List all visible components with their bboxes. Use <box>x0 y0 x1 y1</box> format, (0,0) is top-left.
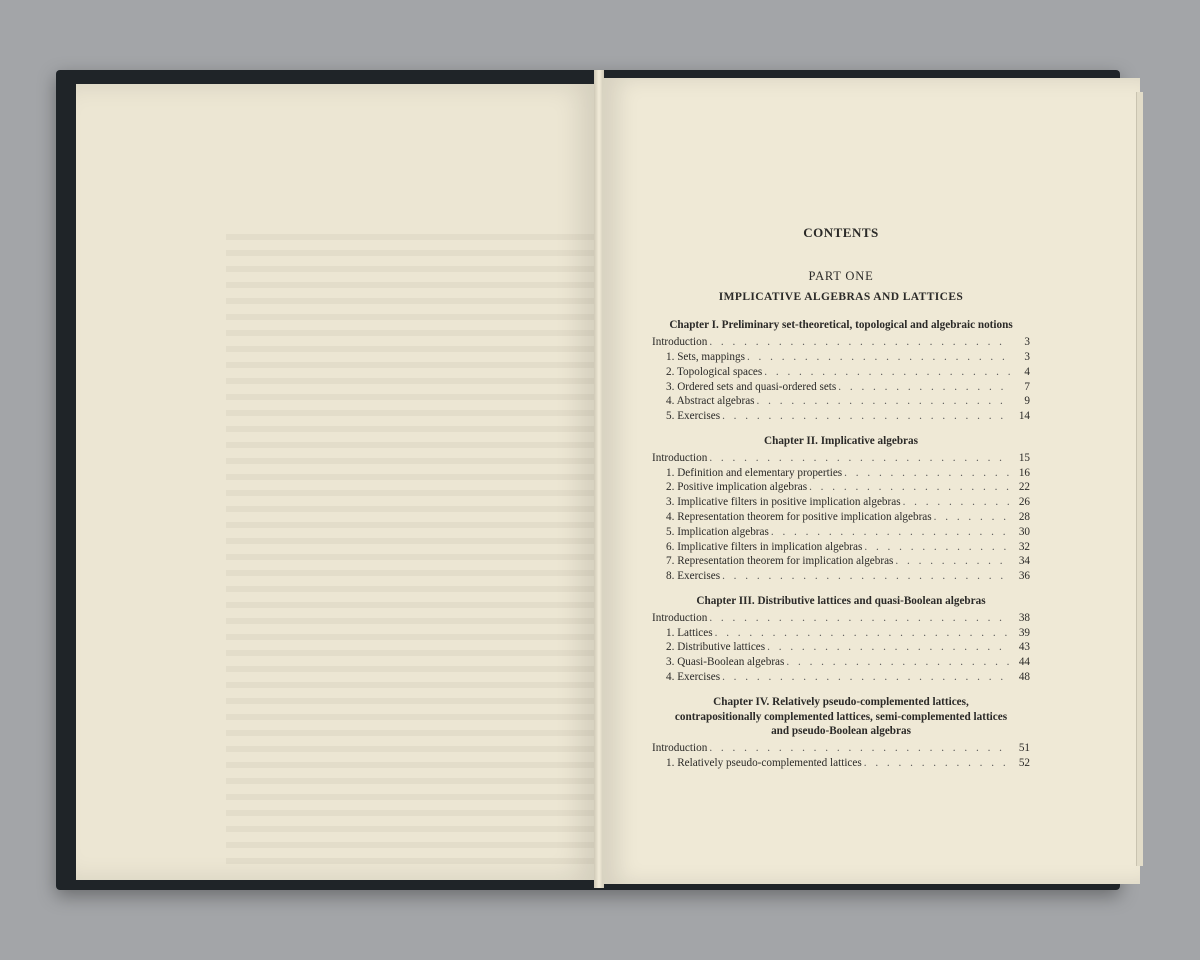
toc-entry-label: Introduction <box>652 611 708 624</box>
toc-entry-page: 9 <box>1024 395 1030 408</box>
part-title: IMPLICATIVE ALGEBRAS AND LATTICES <box>718 290 964 303</box>
toc-entry-label: 3. Ordered sets and quasi-ordered sets <box>666 380 837 393</box>
chapter-title-line: Chapter III. Distributive lattices and quasi-Boolean algebras <box>696 594 986 607</box>
toc-entry <box>652 409 1030 424</box>
toc-entry-label: 1. Lattices <box>666 626 713 639</box>
chapter-title <box>652 695 1030 739</box>
toc-entry-page: 32 <box>1018 540 1030 553</box>
chapter-title-line: and pseudo-Boolean algebras <box>771 725 911 738</box>
toc-entry <box>652 350 1030 365</box>
chapter-list <box>652 318 1030 770</box>
dot-leader <box>807 480 1010 495</box>
toc-entry-page: 3 <box>1024 336 1030 349</box>
chapter-title <box>652 318 1030 333</box>
toc-entry <box>652 495 1030 510</box>
toc-entry-label: 4. Exercises <box>666 670 721 683</box>
dot-leader <box>932 510 1010 525</box>
toc-entry-page: 14 <box>1018 410 1030 423</box>
toc-entry-page: 52 <box>1018 756 1030 769</box>
toc-entry <box>652 554 1030 569</box>
toc-entry <box>652 569 1030 584</box>
toc-entry-page: 43 <box>1018 641 1030 654</box>
dot-leader <box>836 380 1010 395</box>
toc-entry-label: 3. Implicative filters in positive implication algebras <box>666 496 901 509</box>
toc-entry <box>652 365 1030 380</box>
dot-leader <box>901 495 1010 510</box>
dot-leader <box>765 640 1010 655</box>
dot-leader <box>720 569 1010 584</box>
toc-entry-label: Introduction <box>652 336 708 349</box>
toc-entry <box>652 335 1030 350</box>
toc-entry-label: 7. Representation theorem for implication algebras <box>666 555 894 568</box>
toc-entry-page: 34 <box>1018 555 1030 568</box>
toc-entry <box>652 480 1030 495</box>
toc-entry-label: 1. Relatively pseudo-complemented lattices <box>666 756 862 769</box>
toc-entry-page: 3 <box>1024 350 1030 363</box>
chapter-block <box>652 434 1030 584</box>
toc-entry <box>652 451 1030 466</box>
contents-title: CONTENTS <box>803 225 879 240</box>
chapter-title-line: Chapter I. Preliminary set-theoretical, topological and algebraic notions <box>669 319 1013 332</box>
toc-entry-page: 30 <box>1018 525 1030 538</box>
dot-leader <box>720 409 1010 424</box>
toc-entry-page: 38 <box>1018 611 1030 624</box>
toc-entry-page: 22 <box>1018 481 1030 494</box>
dot-leader <box>713 626 1010 641</box>
toc-entry-label: 4. Abstract algebras <box>666 395 755 408</box>
toc-entry <box>652 394 1030 409</box>
chapter-title <box>652 434 1030 449</box>
toc-entry <box>652 611 1030 626</box>
toc-entry-label: 6. Implicative filters in implication algebras <box>666 540 863 553</box>
dot-leader <box>707 451 1010 466</box>
toc-entry <box>652 380 1030 395</box>
dot-leader <box>862 540 1010 555</box>
toc-entry-label: 1. Definition and elementary properties <box>666 466 843 479</box>
dot-leader <box>707 335 1010 350</box>
table-of-contents <box>652 226 1030 771</box>
left-page <box>76 84 598 880</box>
toc-entry <box>652 510 1030 525</box>
chapter-title-line: Chapter II. Implicative algebras <box>764 434 918 447</box>
toc-entry-label: 8. Exercises <box>666 570 721 583</box>
toc-entry-page: 4 <box>1024 365 1030 378</box>
toc-entry-page: 28 <box>1018 510 1030 523</box>
chapter-title <box>652 594 1030 609</box>
dot-leader <box>720 670 1010 685</box>
toc-entry <box>652 756 1030 771</box>
toc-entry-page: 51 <box>1018 742 1030 755</box>
toc-entry-label: 5. Exercises <box>666 410 721 423</box>
dot-leader <box>707 741 1010 756</box>
dot-leader <box>707 611 1010 626</box>
toc-entry-label: 4. Representation theorem for positive implication algebras <box>666 510 932 523</box>
dot-leader <box>842 466 1010 481</box>
toc-entry-page: 26 <box>1018 496 1030 509</box>
toc-entry-label: 1. Sets, mappings <box>666 350 745 363</box>
dot-leader <box>862 756 1010 771</box>
dot-leader <box>745 350 1010 365</box>
toc-entry-page: 16 <box>1018 466 1030 479</box>
toc-entry <box>652 540 1030 555</box>
toc-entry-page: 36 <box>1018 570 1030 583</box>
toc-entry <box>652 525 1030 540</box>
dot-leader <box>769 525 1010 540</box>
toc-entry-page: 44 <box>1018 656 1030 669</box>
toc-entry <box>652 640 1030 655</box>
toc-entry-label: 2. Topological spaces <box>666 365 763 378</box>
chapter-block <box>652 695 1030 771</box>
toc-entry-page: 48 <box>1018 670 1030 683</box>
toc-entry <box>652 655 1030 670</box>
chapter-block <box>652 594 1030 685</box>
toc-entry-label: 5. Implication algebras <box>666 525 769 538</box>
toc-entry-label: 2. Distributive lattices <box>666 641 766 654</box>
part-label: PART ONE <box>808 268 874 283</box>
toc-entry-label: Introduction <box>652 742 708 755</box>
chapter-block <box>652 318 1030 424</box>
dot-leader <box>762 365 1010 380</box>
toc-entry <box>652 741 1030 756</box>
toc-entry-label: 2. Positive implication algebras <box>666 481 808 494</box>
dot-leader <box>893 554 1010 569</box>
chapter-title-line: Chapter IV. Relatively pseudo-complemented lattices, <box>713 695 969 708</box>
dot-leader <box>784 655 1010 670</box>
dot-leader <box>755 394 1010 409</box>
toc-entry-page: 15 <box>1018 451 1030 464</box>
toc-entry-page: 39 <box>1018 626 1030 639</box>
toc-entry-label: Introduction <box>652 451 708 464</box>
toc-entry-label: 3. Quasi-Boolean algebras <box>666 656 785 669</box>
toc-entry-page: 7 <box>1024 380 1030 393</box>
chapter-title-line: contrapositionally complemented lattices, semi-complemented lattices <box>674 710 1008 723</box>
toc-entry <box>652 626 1030 641</box>
show-through-text <box>226 234 606 874</box>
toc-entry <box>652 670 1030 685</box>
page-edges <box>1136 92 1143 866</box>
toc-entry <box>652 466 1030 481</box>
